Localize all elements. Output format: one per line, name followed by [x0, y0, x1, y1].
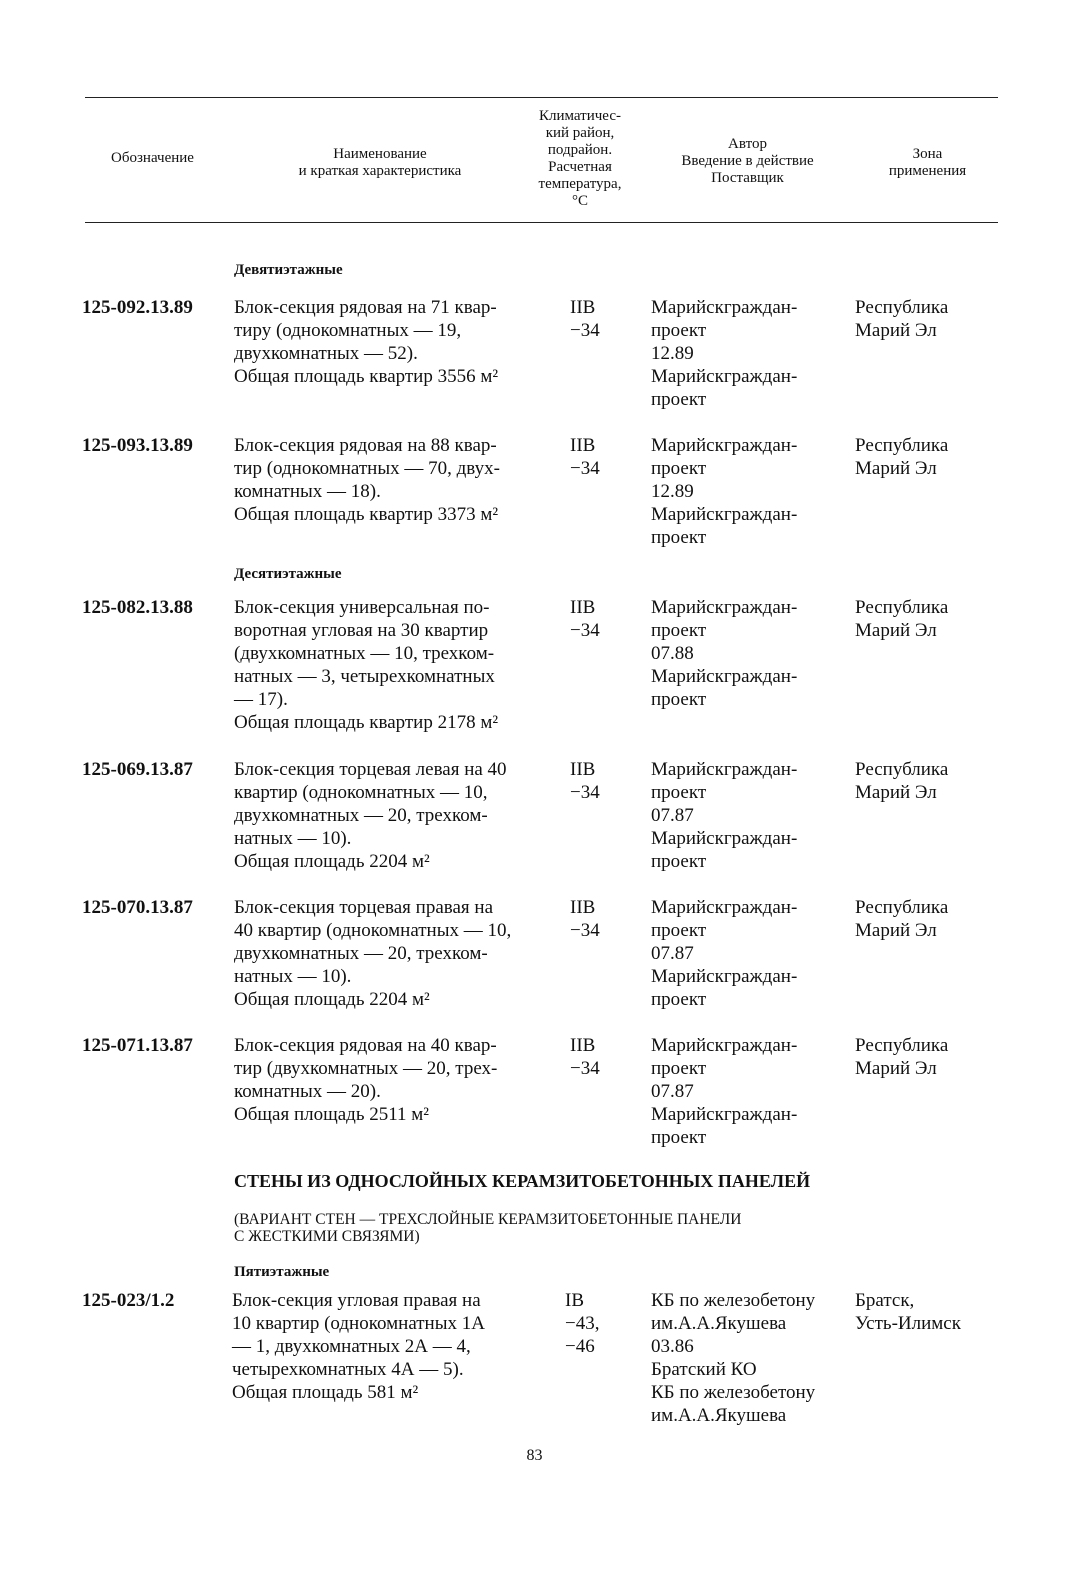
row-description: Блок-секция торцевая левая на 40 квартир (однокомнатных — 10, двухкомнатных — 20, трехком- натных — 10). Общая площадь 2204 м² [234, 759, 507, 872]
row-code: 125-093.13.89 [82, 435, 193, 456]
row-zone: Братск, Усть-Илимск [855, 1290, 961, 1334]
row-climate: IIВ −34 [570, 1035, 600, 1079]
row-description: Блок-секция универсальная по- воротная угловая на 30 квартир (двухкомнатных — 10, трехком- натных — 3, четырехкомнатных — 17). Общая площадь квартир 2178 м² [234, 597, 499, 733]
row-code: 125-092.13.89 [82, 297, 193, 318]
row-description: Блок-секция угловая правая на 10 квартир (однокомнатных 1А — 1, двухкомнатных 2А — 4, четырехкомнатных 4А — 5). Общая площадь 581 м² [232, 1290, 485, 1403]
row-description: Блок-секция рядовая на 40 квар- тир (двухкомнатных — 20, трех- комнатных — 20). Общая площадь 2511 м² [234, 1035, 498, 1125]
row-description: Блок-секция торцевая правая на 40 квартир (однокомнатных — 10, двухкомнатных — 20, трехком- натных — 10). Общая площадь 2204 м² [234, 897, 512, 1010]
row-zone: Республика Марий Эл [855, 435, 949, 479]
row-zone: Республика Марий Эл [855, 759, 949, 803]
header-bottom-rule [85, 222, 998, 223]
row-zone: Республика Марий Эл [855, 897, 949, 941]
row-climate: IIВ −34 [570, 897, 600, 941]
row-code: 125-070.13.87 [82, 897, 193, 918]
group-heading-ten-storey: Десятиэтажные [234, 566, 342, 582]
row-zone: Республика Марий Эл [855, 597, 949, 641]
page-number: 83 [526, 1447, 543, 1464]
section-variant-note: (ВАРИАНТ СТЕН — ТРЕХСЛОЙНЫЕ КЕРАМЗИТОБЕТОННЫЕ ПАНЕЛИ С ЖЕСТКИМИ СВЯЗЯМИ) [234, 1211, 742, 1245]
row-climate: IВ −43, −46 [565, 1290, 600, 1357]
row-author: Марийскграждан- проект 07.88 Марийскграждан- проект [651, 597, 798, 710]
row-description: Блок-секция рядовая на 71 квар- тиру (однокомнатных — 19, двухкомнатных — 52). Общая площадь квартир 3556 м² [234, 297, 499, 387]
group-heading-nine-storey: Девятиэтажные [234, 262, 343, 278]
row-author: Марийскграждан- проект 07.87 Марийскграждан- проект [651, 1035, 798, 1148]
col-header-designation: Обозначение [111, 150, 194, 166]
col-header-name: Наименование и краткая характеристика [298, 146, 462, 179]
row-climate: IIВ −34 [570, 759, 600, 803]
col-header-author: Автор Введение в действие Поставщик [681, 136, 814, 186]
row-author: Марийскграждан- проект 07.87 Марийскграждан- проект [651, 759, 798, 872]
row-code: 125-069.13.87 [82, 759, 193, 780]
header-top-rule [85, 97, 998, 98]
row-code: 125-082.13.88 [82, 597, 193, 618]
row-zone: Республика Марий Эл [855, 1035, 949, 1079]
row-author: КБ по железобетону им.А.А.Якушева 03.86 Братский КО КБ по железобетону им.А.А.Якушева [651, 1290, 816, 1426]
row-climate: IIВ −34 [570, 435, 600, 479]
row-climate: IIВ −34 [570, 597, 600, 641]
row-zone: Республика Марий Эл [855, 297, 949, 341]
col-header-zone: Зона применения [888, 146, 967, 179]
row-code: 125-023/1.2 [82, 1290, 175, 1311]
row-climate: IIВ −34 [570, 297, 600, 341]
section-title: СТЕНЫ ИЗ ОДНОСЛОЙНЫХ КЕРАМЗИТОБЕТОННЫХ ПАНЕЛЕЙ [234, 1171, 811, 1191]
row-author: Марийскграждан- проект 12.89 Марийскграждан- проект [651, 435, 798, 548]
row-code: 125-071.13.87 [82, 1035, 193, 1056]
row-author: Марийскграждан- проект 07.87 Марийскграждан- проект [651, 897, 798, 1010]
row-description: Блок-секция рядовая на 88 квар- тир (однокомнатных — 70, двух- комнатных — 18). Общая площадь квартир 3373 м² [234, 435, 500, 525]
group-heading-five-storey: Пятиэтажные [234, 1264, 330, 1280]
col-header-climate: Климатичес- кий район, подрайон. Расчетная температура, °С [538, 108, 622, 209]
row-author: Марийскграждан- проект 12.89 Марийскграждан- проект [651, 297, 798, 410]
